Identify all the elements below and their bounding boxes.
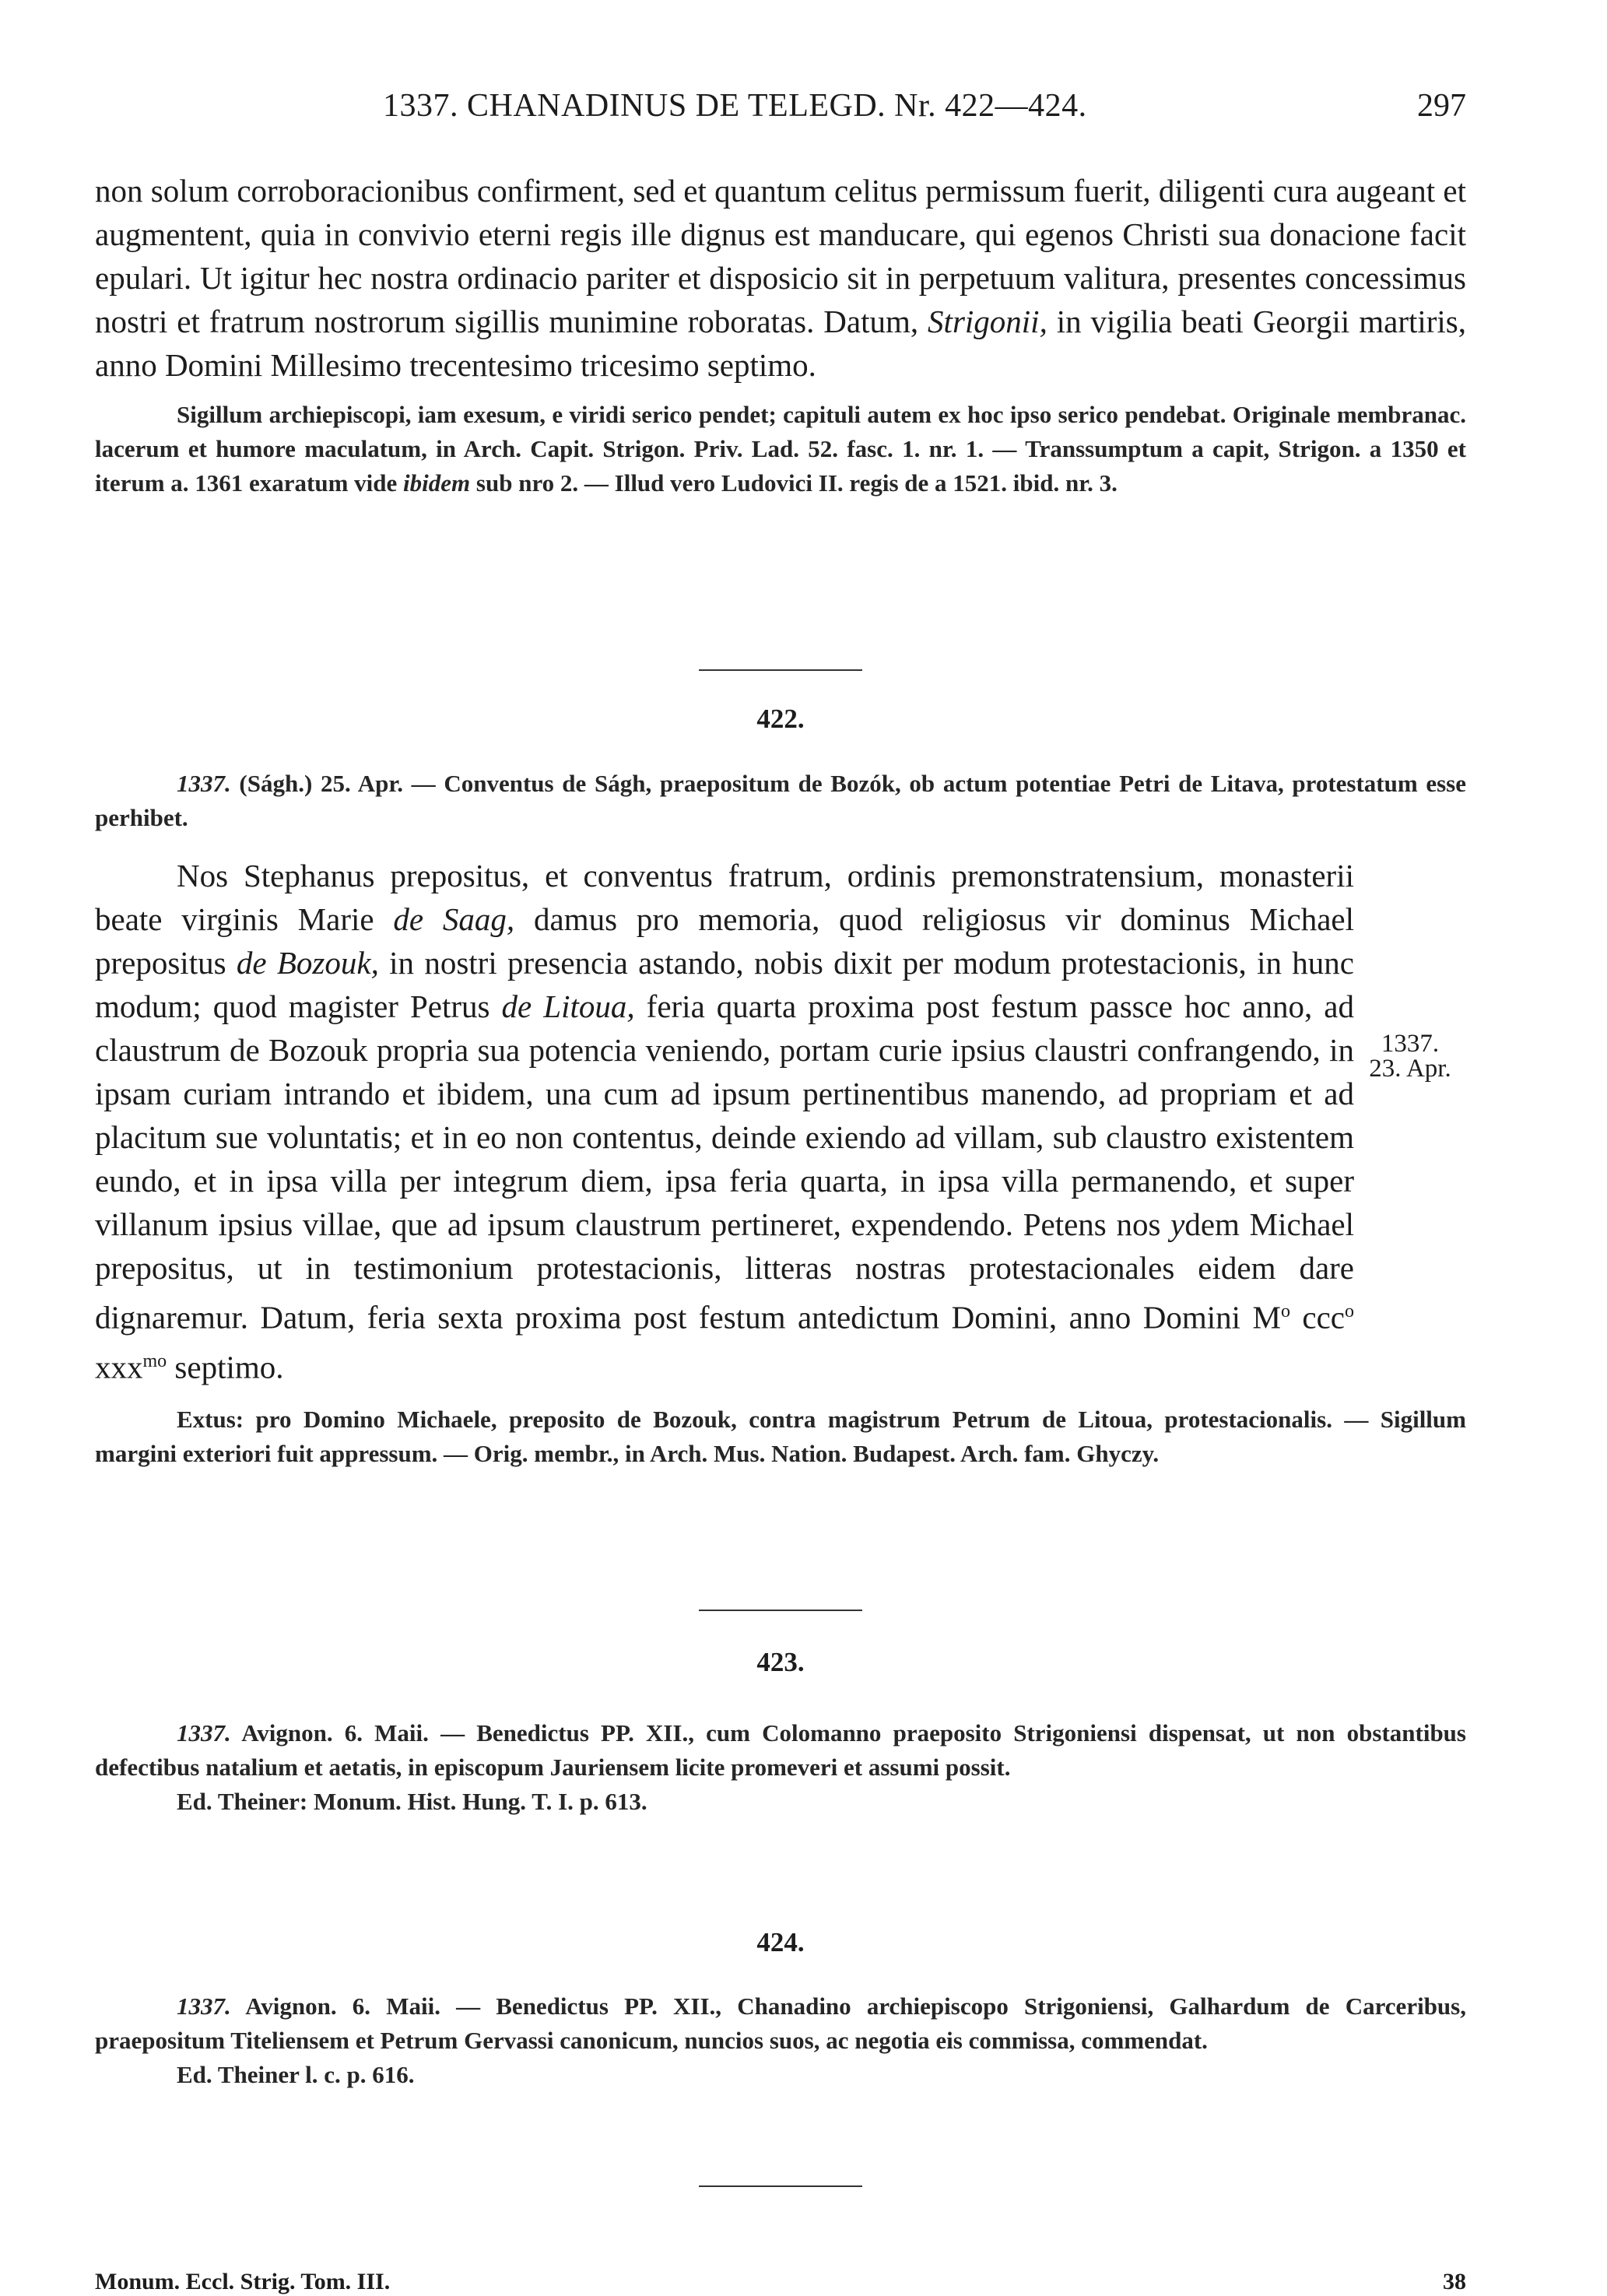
- body-text: xxx: [95, 1349, 143, 1385]
- summary-year: 1337.: [177, 1719, 231, 1747]
- place-litoua: de Litoua,: [501, 988, 635, 1024]
- doc424-edition: Ed. Theiner l. c. p. 616.: [177, 2061, 415, 2088]
- summary-year: 1337.: [177, 770, 231, 797]
- body-text: dem Michael prepositus, ut in testimonium protestacionis, litteras nostras protestacionales eidem dare dignaremur. Datum, feria sexta proxima post festum antedictum Domini, anno Domini M: [95, 1206, 1354, 1336]
- section-divider: [699, 669, 862, 671]
- running-head: [95, 87, 1466, 126]
- superscript: o: [1280, 1301, 1290, 1322]
- doc-number-422: 422.: [756, 704, 805, 734]
- doc422: [95, 767, 1466, 1471]
- page-number: 297: [1417, 88, 1466, 124]
- superscript: o: [1345, 1301, 1355, 1322]
- body-text: ccc: [1289, 1299, 1346, 1336]
- note-text: Sigillum archiepiscopi, iam exesum, e viridi serico pendet; capituli autem ex hoc ipso serico pendebat. Originale membranac. lacerum et humore maculatum, in Arch. Capit. Strigon. Priv. Lad. 52. fasc. 1. nr. 1. — Transsumptum a capit, Strigon. a 1350 et iterum a. 1361 exaratum vide: [95, 401, 1466, 497]
- body-text: Nos Stephanus prepositus, et conventus fratrum, ordinis premonstratensium, monasterii beate virginis Marie: [95, 858, 1354, 937]
- margin-day: 23. Apr.: [1369, 1055, 1451, 1083]
- superscript: mo: [142, 1350, 167, 1371]
- doc423: [95, 1716, 1466, 1819]
- doc421-continuation: [95, 169, 1466, 500]
- italic-letter: y: [1170, 1206, 1185, 1242]
- doc423-summary: [95, 1716, 1466, 1785]
- body-text: damus pro memoria, quod religiosus vir dominus Michael prepositus: [95, 901, 1355, 981]
- section-divider: [699, 1610, 862, 1611]
- margin-date: [1356, 1031, 1465, 1081]
- doc-number-423: 423.: [756, 1647, 805, 1677]
- footer-series: Monum. Eccl. Strig. Tom. III.: [95, 2269, 391, 2294]
- doc422-note: Extus: pro Domino Michaele, preposito de Bozouk, contra magistrum Petrum de Litoua, protestacionalis. — Sigillum margini exteriori fuit appressum. — Orig. membr., in Arch. Mus. Nation. Budapest. Arch. fam. Ghyczy.: [95, 1406, 1466, 1468]
- doc421-note: [95, 398, 1466, 500]
- note-ibidem: ibidem: [403, 469, 471, 497]
- doc422-body: [95, 854, 1354, 1388]
- note-text-end: sub nro 2. — Illud vero Ludovici II. regis de a 1521. ibid. nr. 3.: [470, 469, 1118, 497]
- doc424: [95, 1989, 1466, 2092]
- doc421-text-end: in vigilia beati Georgii martiris, anno Domini Millesimo trecentesimo tricesimo septimo.: [95, 304, 1467, 383]
- doc421-body: [95, 169, 1466, 387]
- body-text: feria quarta proxima post festum passce hoc anno, ad claustrum de Bozouk propria sua potencia veniendo, portam curie ipsius claustri confrangendo, in ipsam curiam intrando et ibidem, una cum ad ipsum pertinentibus manendo, ad propriam et ad placitum sue voluntatis; et in eo non contentus, deinde exiendo ad villam, sub claustro existentem eundo, et in ipsa villa per integrum diem, ipsa feria quarta, in ipsa villa permanendo, et super villanum ipsius villae, que ad ipsum claustrum pertineret, expendendo. Petens nos: [95, 988, 1354, 1242]
- doc421-text: non solum corroboracionibus confirment, sed et quantum celitus permissum fuerit, diligenti cura augeant et augmentent, quia in convivio eterni regis ille dignus est manducare, qui egenos Christi sua donacione facit epulari. Ut igitur hec nostra ordinacio pariter et disposicio sit in perpetuum valitura, presentes concessimus nostri et fratrum nostrorum sigillis munimine roboratas. Datum,: [95, 173, 1466, 339]
- summary-text: Avignon. 6. Maii. — Benedictus PP. XII., Chanadino archiepiscopo Strigoniensi, Galhardum de Carceribus, praepositum Titeliensem et Petrum Gervassi canonicum, nuncios suos, ac negotia eis commissa, commendat.: [95, 1992, 1466, 2054]
- body-text: septimo.: [167, 1349, 284, 1385]
- summary-text: Avignon. 6. Maii. — Benedictus PP. XII., cum Colomanno praeposito Strigoniensi dispensat, ut non obstantibus defectibus natalium et aetatis, in episcopum Jauriensem licite promeveri et assumi possit.: [95, 1719, 1466, 1781]
- summary-text: (Ságh.) 25. Apr. — Conventus de Ságh, praepositum de Bozók, ob actum potentiae Petri de Litava, protestatum esse perhibet.: [95, 770, 1466, 831]
- summary-year: 1337.: [177, 1992, 231, 2020]
- doc422-summary: [95, 767, 1466, 835]
- place-bozouk: de Bozouk,: [236, 945, 379, 981]
- doc423-edition: Ed. Theiner: Monum. Hist. Hung. T. I. p. 613.: [177, 1788, 647, 1815]
- section-divider: [699, 2185, 862, 2187]
- doc424-summary: [95, 1989, 1466, 2058]
- margin-year: 1337.: [1381, 1030, 1440, 1058]
- footer-signature: 38: [1443, 2269, 1466, 2294]
- place-name: Strigonii,: [928, 304, 1047, 339]
- running-head-title: 1337. CHANADINUS DE TELEGD. Nr. 422—424.: [383, 88, 1087, 124]
- doc-number-424: 424.: [756, 1927, 805, 1957]
- body-text: in nostri presencia astando, nobis dixit per modum protestacionis, in hunc modum; quod magister Petrus: [95, 945, 1355, 1024]
- place-saag: de Saag,: [393, 901, 515, 937]
